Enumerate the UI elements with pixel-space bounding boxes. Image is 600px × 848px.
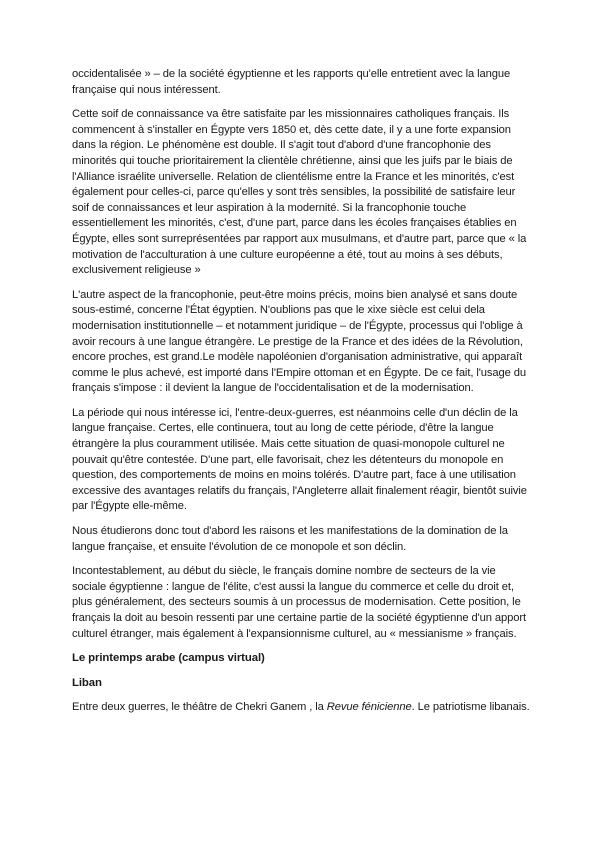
heading-arab-spring: Le printemps arabe (campus virtual) <box>72 652 265 665</box>
heading-liban: Liban <box>72 676 102 689</box>
liban-text-before: Entre deux guerres, le théâtre de Chekri Ganem , la <box>72 701 327 714</box>
liban-text-after: . Le patriotisme libanais. <box>411 701 530 714</box>
paragraph-domination: Incontestablement, au début du siècle, le français domine nombre de secteurs de la vie sociale égyptienne : langue de l'élite, c'est aussi la langue du commerce et celle du droit et, plus généralement, des secteurs soumis à un processus de modernisation. Cette position, le français la doit au besoin ressenti par une certaine partie de la société égyptienne d'un apport culturel étranger, mais également à l'expansionnisme culturel, au « messianisme » français. <box>72 565 527 640</box>
paragraph-study-plan: Nous étudierons donc tout d'abord les raisons et les manifestations de la domination de la langue française, et ensuite l'évolution de ce monopole et son déclin. <box>72 525 508 553</box>
document-body <box>72 67 530 716</box>
paragraph-missionaries: Cette soif de connaissance va être satisfaite par les missionnaires catholiques français. Ils commencent à s'installer en Égypte vers 1850 et, dès cette date, il y a une forte expansion dans la région. Le phénomène est double. Il s'agit tout d'abord d'une francophonie des minorités qui touche prioritairement la clientèle chrétienne, ainsi que les juifs par le biais de l'Alliance israélite universelle. Relation de clientélisme entre la France et les minorités, c'est également pour celles-ci, parce qu'elles y sont très sensibles, la possibilité de satisfaire leur soif de connaissances et leur aspiration à la modernité. Si la francophonie touche essentiellement les minorités, c'est, d'une part, parce dans les écoles françaises établies en Égypte, elles sont surreprésentées par rapport aux musulmans, et d'autre part, parce que « la motivation de l'acculturation à une culture européenne a été, tout au moins à ses débuts, exclusivement religieuse » <box>72 108 527 277</box>
paragraph-liban <box>72 700 530 716</box>
paragraph-decline: La période qui nous intéresse ici, l'entre-deux-guerres, est néanmoins celle d'un déclin de la langue française. Certes, elle continuera, tout au long de cette période, d'être la langue étrangère la plus couramment utilisée. Mais cette situation de quasi-monopole culturel ne pouvait qu'être contestée. D'une part, elle favorisait, chez les détenteurs du monopole en question, des comportements de moins en moins tolérés. D'autre part, face à une utilisation excessive des avantages relatifs du français, l'Angleterre allait finalement réagir, bientôt suivie par l'Égypte elle-même. <box>72 406 527 513</box>
paragraph-intro: occidentalisée » – de la société égyptienne et les rapports qu'elle entretient avec la langue française qui nous intéressent. <box>72 68 511 96</box>
revue-title: Revue fénicienne <box>326 701 412 714</box>
paragraph-egyptian-state: L'autre aspect de la francophonie, peut-être moins précis, moins bien analysé et sans doute sous-estimé, concerne l'État égyptien. N'oublions pas que le xixe siècle est celui dela modernisation institutionnelle – et notamment juridique – de l'Égypte, processus qui l'oblige à avoir recours à une langue étrangère. Le prestige de la France et des idées de la Révolution, encore proches, est grand.Le modèle napoléonien d'organisation administrative, qui apparaît comme le plus achevé, est importé dans l'Empire ottoman et en Égypte. De ce fait, l'usage du français s'impose : il devient la langue de l'occidentalisation et de la modernisation. <box>72 288 527 395</box>
